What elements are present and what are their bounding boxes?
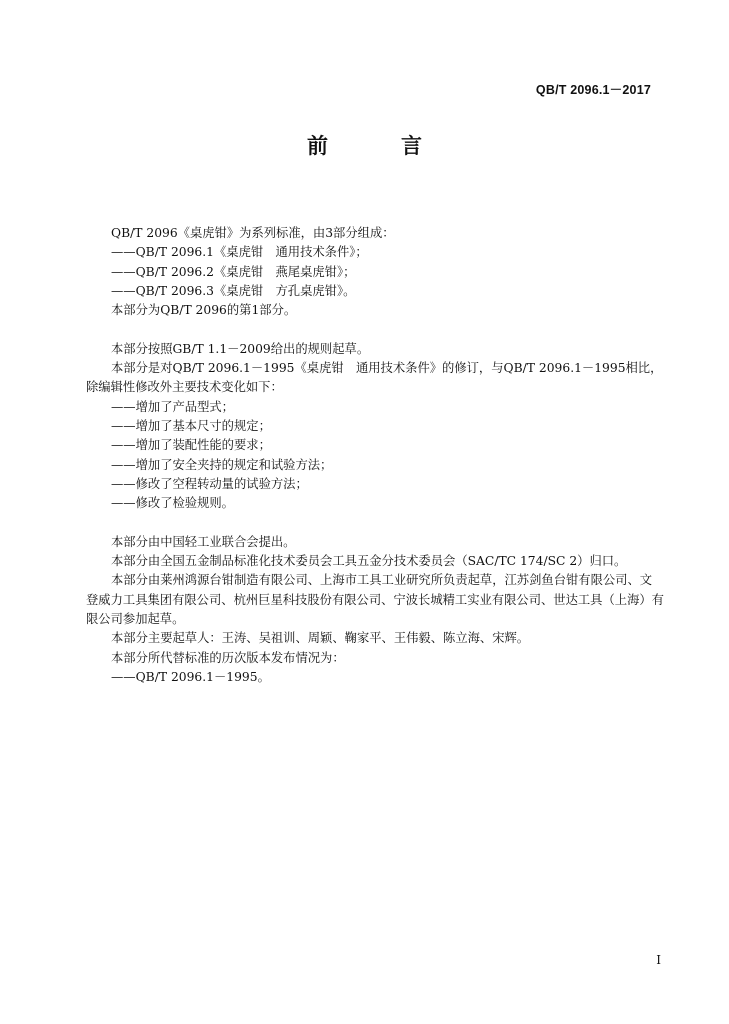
page-number: I	[656, 953, 661, 967]
list-item: ——增加了基本尺寸的规定；	[111, 418, 271, 433]
paragraph: 本部分是对QB/T 2096.1－1995《桌虎钳 通用技术条件》的修订，与QB/T 2096.1－1995相比，除编辑性修改外主要技术变化如下：	[86, 361, 663, 395]
list-item: ——增加了安全夹持的规定和试验方法；	[111, 457, 333, 472]
paragraph: 本部分由中国轻工业联合会提出。	[111, 534, 296, 549]
paragraph: 本部分所代替标准的历次版本发布情况为：	[111, 650, 345, 665]
page-title: 前 言	[307, 134, 448, 158]
paragraph: 本部分由莱州鸿源台钳制造有限公司、上海市工具工业研究所负责起草，江苏剑鱼台钳有限公司、文登威力工具集团有限公司、杭州巨星科技股份有限公司、宁波长城精工实业有限公司、世达工具（上海）有限公司参加起草。	[86, 573, 664, 626]
list-item: ——QB/T 2096.3《桌虎钳 方孔桌虎钳》。	[111, 283, 356, 298]
paragraph: 本部分主要起草人：王涛、吴祖训、周颖、鞠家平、王伟毅、陈立海、宋辉。	[111, 631, 530, 646]
standard-code: QB/T 2096.1－2017	[535, 83, 651, 97]
list-item: ——QB/T 2096.1《桌虎钳 通用技术条件》；	[111, 245, 368, 260]
list-item: ——增加了产品型式；	[111, 399, 234, 414]
paragraph: QB/T 2096《桌虎钳》为系列标准，由3部分组成：	[111, 226, 395, 240]
list-item: ——增加了装配性能的要求；	[111, 438, 271, 453]
list-item: ——修改了检验规则。	[111, 496, 234, 511]
list-item: ——修改了空程转动量的试验方法；	[111, 476, 308, 491]
foreword-body	[86, 224, 664, 687]
list-item: ——QB/T 2096.2《桌虎钳 燕尾桌虎钳》；	[111, 264, 356, 279]
section-gap	[86, 320, 664, 339]
list-item: ——QB/T 2096.1－1995。	[111, 669, 270, 684]
paragraph: 本部分按照GB/T 1.1－2009给出的规则起草。	[111, 341, 370, 356]
section-gap	[86, 513, 664, 532]
paragraph: 本部分由全国五金制品标准化技术委员会工具五金分技术委员会（SAC/TC 174/SC 2）归口。	[111, 554, 627, 569]
paragraph: 本部分为QB/T 2096的第1部分。	[111, 303, 297, 318]
